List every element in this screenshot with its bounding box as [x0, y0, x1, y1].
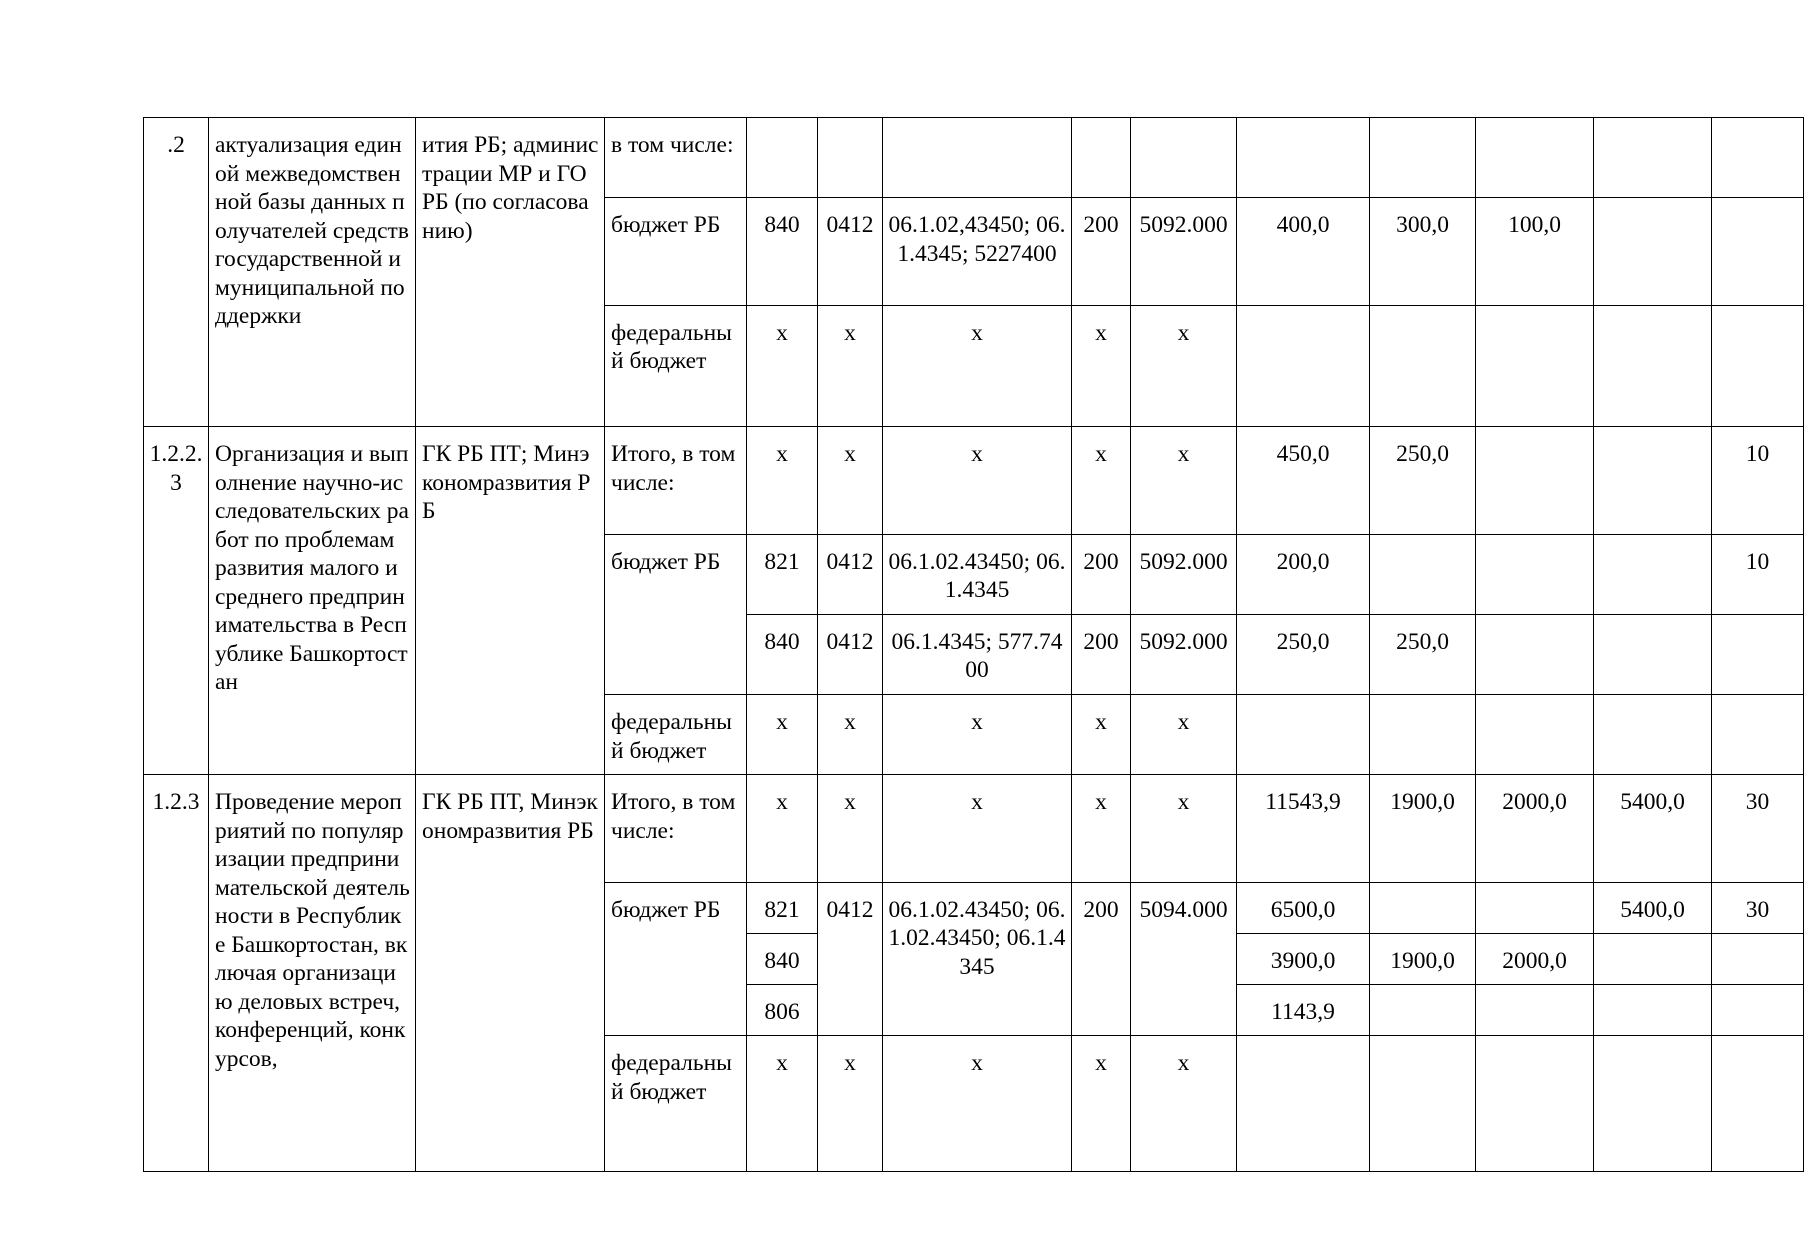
- kosgu-cell: x: [1131, 775, 1237, 882]
- total-cell: 200,0: [1237, 534, 1370, 614]
- year1-cell: [1370, 882, 1476, 933]
- year2-cell: [1476, 614, 1594, 694]
- total-cell: 400,0: [1237, 198, 1370, 305]
- total-cell: [1237, 1036, 1370, 1172]
- grbs-cell: 840: [747, 934, 818, 985]
- rz-cell: x: [818, 695, 883, 775]
- vr-cell: 200: [1072, 882, 1131, 1036]
- rz-cell: 0412: [818, 614, 883, 694]
- year5-cell: [1712, 1036, 1804, 1172]
- year2-cell: [1476, 985, 1594, 1036]
- rz-cell: 0412: [818, 198, 883, 305]
- csr-cell: x: [883, 427, 1072, 534]
- grbs-cell: [747, 118, 818, 198]
- year3-cell: [1594, 534, 1712, 614]
- vr-cell: x: [1072, 427, 1131, 534]
- csr-cell: x: [883, 305, 1072, 426]
- rz-cell: x: [818, 305, 883, 426]
- year3-cell: [1594, 934, 1712, 985]
- year3-cell: 5400,0: [1594, 882, 1712, 933]
- vr-cell: 200: [1072, 198, 1131, 305]
- executor: ГК РБ ПТ, Минэкономразвития РБ: [416, 775, 605, 1172]
- row-number: .2: [144, 118, 209, 427]
- kosgu-cell: 5094.000: [1131, 882, 1237, 1036]
- total-cell: 1143,9: [1237, 985, 1370, 1036]
- rz-cell: x: [818, 1036, 883, 1172]
- measure-name: актуализация единой межведомственной базы данных получателей средств государственной и муниципальной поддержки: [209, 118, 416, 427]
- grbs-cell: x: [747, 1036, 818, 1172]
- year2-cell: 2000,0: [1476, 934, 1594, 985]
- grbs-cell: x: [747, 305, 818, 426]
- total-cell: [1237, 695, 1370, 775]
- year1-cell: 250,0: [1370, 427, 1476, 534]
- grbs-cell: 821: [747, 882, 818, 933]
- year5-cell: 30: [1712, 775, 1804, 882]
- year5-cell: [1712, 934, 1804, 985]
- table-row: [144, 775, 1804, 882]
- total-cell: 6500,0: [1237, 882, 1370, 933]
- year2-cell: [1476, 882, 1594, 933]
- year1-cell: 1900,0: [1370, 934, 1476, 985]
- year2-cell: [1476, 695, 1594, 775]
- year3-cell: [1594, 198, 1712, 305]
- year3-cell: [1594, 118, 1712, 198]
- measure-name: Проведение мероприятий по популяризации предпринимательской деятельности в Республике Башкортостан, включая организацию деловых встреч, конференций, конкурсов,: [209, 775, 416, 1172]
- year3-cell: [1594, 985, 1712, 1036]
- year3-cell: [1594, 614, 1712, 694]
- year1-cell: [1370, 985, 1476, 1036]
- year5-cell: [1712, 305, 1804, 426]
- kosgu-cell: [1131, 118, 1237, 198]
- kosgu-cell: x: [1131, 427, 1237, 534]
- grbs-cell: 840: [747, 614, 818, 694]
- year5-cell: 10: [1712, 534, 1804, 614]
- year1-cell: [1370, 534, 1476, 614]
- source-label: бюджет РБ: [605, 198, 747, 305]
- year5-cell: 10: [1712, 427, 1804, 534]
- grbs-cell: x: [747, 695, 818, 775]
- vr-cell: 200: [1072, 534, 1131, 614]
- executor: ГК РБ ПТ; Минэкономразвития РБ: [416, 427, 605, 775]
- csr-cell: x: [883, 695, 1072, 775]
- table-row: [144, 427, 1804, 534]
- kosgu-cell: 5092.000: [1131, 198, 1237, 305]
- year5-cell: [1712, 614, 1804, 694]
- vr-cell: 200: [1072, 614, 1131, 694]
- year2-cell: [1476, 118, 1594, 198]
- grbs-cell: 806: [747, 985, 818, 1036]
- source-label: федеральный бюджет: [605, 695, 747, 775]
- kosgu-cell: 5092.000: [1131, 614, 1237, 694]
- total-cell: 250,0: [1237, 614, 1370, 694]
- grbs-cell: 840: [747, 198, 818, 305]
- year2-cell: [1476, 305, 1594, 426]
- row-number: 1.2.2.3: [144, 427, 209, 775]
- total-cell: [1237, 305, 1370, 426]
- source-label: Итого, в том числе:: [605, 427, 747, 534]
- rz-cell: x: [818, 427, 883, 534]
- source-label: в том числе:: [605, 118, 747, 198]
- total-cell: [1237, 118, 1370, 198]
- year5-cell: [1712, 985, 1804, 1036]
- year1-cell: [1370, 1036, 1476, 1172]
- source-label: Итого, в том числе:: [605, 775, 747, 882]
- vr-cell: [1072, 118, 1131, 198]
- rz-cell: 0412: [818, 534, 883, 614]
- rz-cell: x: [818, 775, 883, 882]
- year5-cell: 30: [1712, 882, 1804, 933]
- budget-table: [143, 117, 1804, 1172]
- rz-cell: 0412: [818, 882, 883, 1036]
- year5-cell: [1712, 198, 1804, 305]
- year5-cell: [1712, 118, 1804, 198]
- year3-cell: [1594, 305, 1712, 426]
- year2-cell: [1476, 534, 1594, 614]
- total-cell: 450,0: [1237, 427, 1370, 534]
- csr-cell: x: [883, 1036, 1072, 1172]
- source-label: бюджет РБ: [605, 534, 747, 695]
- year3-cell: [1594, 695, 1712, 775]
- source-label: федеральный бюджет: [605, 305, 747, 426]
- vr-cell: x: [1072, 1036, 1131, 1172]
- year3-cell: [1594, 1036, 1712, 1172]
- year2-cell: [1476, 1036, 1594, 1172]
- executor: ития РБ; администрации МР и ГО РБ (по согласованию): [416, 118, 605, 427]
- year3-cell: [1594, 427, 1712, 534]
- csr-cell: 06.1.02,43450; 06.1.4345; 5227400: [883, 198, 1072, 305]
- vr-cell: x: [1072, 695, 1131, 775]
- grbs-cell: 821: [747, 534, 818, 614]
- year2-cell: 2000,0: [1476, 775, 1594, 882]
- csr-cell: 06.1.02.43450; 06.1.02.43450; 06.1.4345: [883, 882, 1072, 1036]
- grbs-cell: x: [747, 427, 818, 534]
- measure-name: Организация и выполнение научно-исследовательских работ по проблемам развития малого и среднего предпринимательства в Республике Башкортостан: [209, 427, 416, 775]
- year1-cell: 300,0: [1370, 198, 1476, 305]
- kosgu-cell: x: [1131, 1036, 1237, 1172]
- kosgu-cell: x: [1131, 305, 1237, 426]
- row-number: 1.2.3: [144, 775, 209, 1172]
- kosgu-cell: x: [1131, 695, 1237, 775]
- grbs-cell: x: [747, 775, 818, 882]
- total-cell: 3900,0: [1237, 934, 1370, 985]
- vr-cell: x: [1072, 775, 1131, 882]
- year1-cell: [1370, 118, 1476, 198]
- source-label: федеральный бюджет: [605, 1036, 747, 1172]
- year1-cell: [1370, 305, 1476, 426]
- source-label: бюджет РБ: [605, 882, 747, 1036]
- total-cell: 11543,9: [1237, 775, 1370, 882]
- year3-cell: 5400,0: [1594, 775, 1712, 882]
- vr-cell: x: [1072, 305, 1131, 426]
- csr-cell: [883, 118, 1072, 198]
- kosgu-cell: 5092.000: [1131, 534, 1237, 614]
- year1-cell: 250,0: [1370, 614, 1476, 694]
- table-row: [144, 118, 1804, 198]
- year2-cell: 100,0: [1476, 198, 1594, 305]
- year2-cell: [1476, 427, 1594, 534]
- csr-cell: 06.1.4345; 577.7400: [883, 614, 1072, 694]
- year1-cell: 1900,0: [1370, 775, 1476, 882]
- rz-cell: [818, 118, 883, 198]
- csr-cell: x: [883, 775, 1072, 882]
- year5-cell: [1712, 695, 1804, 775]
- year1-cell: [1370, 695, 1476, 775]
- csr-cell: 06.1.02.43450; 06.1.4345: [883, 534, 1072, 614]
